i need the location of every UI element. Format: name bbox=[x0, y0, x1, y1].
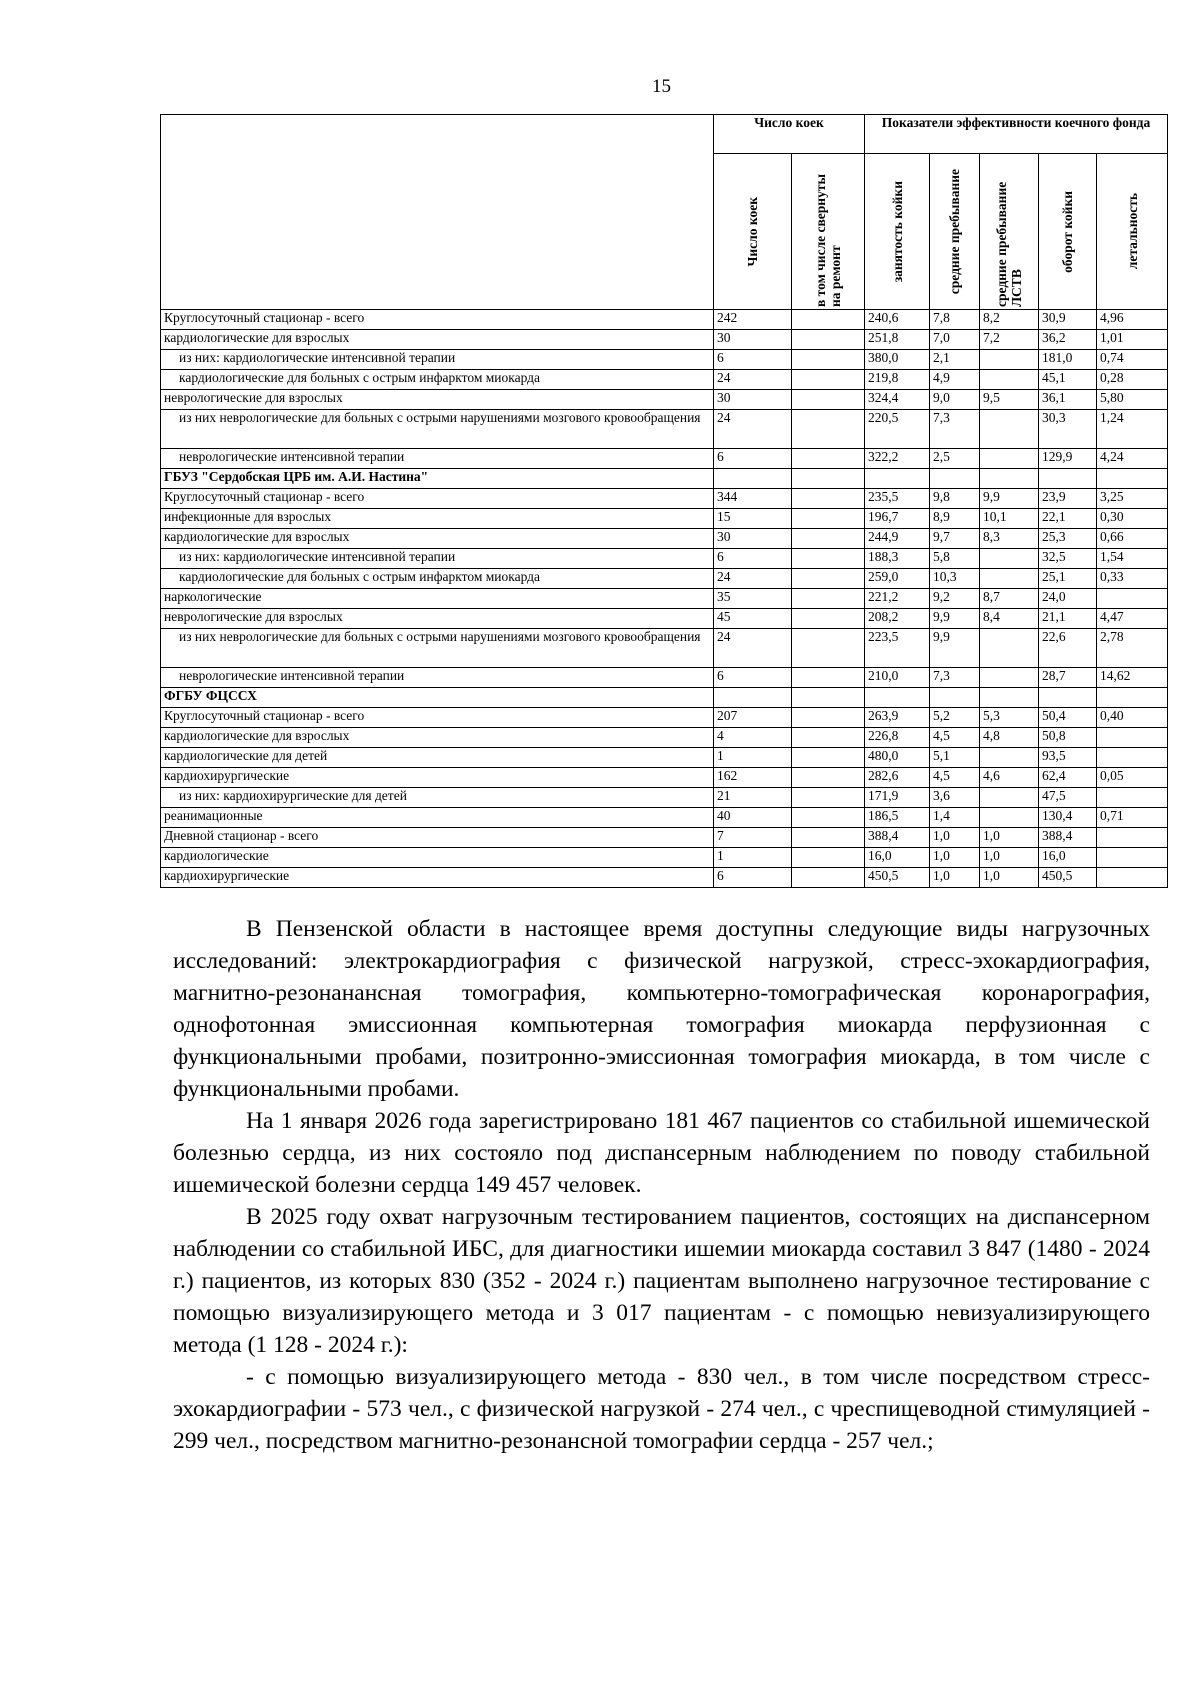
table-cell bbox=[980, 410, 1039, 449]
table-cell: 30,3 bbox=[1039, 410, 1097, 449]
table-cell bbox=[792, 629, 865, 668]
table-row bbox=[161, 788, 1168, 808]
row-label: кардиологические для взрослых bbox=[161, 728, 714, 748]
table-cell: 322,2 bbox=[865, 449, 930, 469]
table-cell: 240,6 bbox=[865, 310, 930, 330]
table-cell bbox=[1097, 469, 1168, 489]
table-cell: 2,78 bbox=[1097, 629, 1168, 668]
bed-capacity-table bbox=[160, 114, 1168, 888]
header-group-efficiency: Показатели эффективности коечного фонда bbox=[865, 115, 1168, 154]
table-row bbox=[161, 688, 1168, 708]
column-header: в том числе свернуты на ремонт bbox=[792, 154, 865, 310]
table-cell: 1,24 bbox=[1097, 410, 1168, 449]
table-cell bbox=[792, 509, 865, 529]
table-cell bbox=[1097, 688, 1168, 708]
table-cell: 21 bbox=[714, 788, 792, 808]
table-cell: 480,0 bbox=[865, 748, 930, 768]
table-cell: 380,0 bbox=[865, 350, 930, 370]
table-cell bbox=[792, 808, 865, 828]
row-label: Круглосуточный стационар - всего bbox=[161, 708, 714, 728]
table-cell: 6 bbox=[714, 868, 792, 888]
table-cell: 4 bbox=[714, 728, 792, 748]
table-cell: 130,4 bbox=[1039, 808, 1097, 828]
table-row bbox=[161, 549, 1168, 569]
table-cell: 344 bbox=[714, 489, 792, 509]
paragraph: На 1 января 2026 года зарегистрировано 181 467 пациентов со стабильной ишемической болезнью сердца, из них состояло под диспансерным наблюдением по поводу стабильной ишемической болезни сердца 149 457 человек. bbox=[173, 1108, 1150, 1198]
table-cell: 28,7 bbox=[1039, 668, 1097, 688]
table-cell: 6 bbox=[714, 350, 792, 370]
table-cell: 263,9 bbox=[865, 708, 930, 728]
table-cell bbox=[792, 310, 865, 330]
table-cell: 207 bbox=[714, 708, 792, 728]
table-cell: 4,96 bbox=[1097, 310, 1168, 330]
table-cell bbox=[1039, 688, 1097, 708]
table-row bbox=[161, 629, 1168, 668]
table-row bbox=[161, 609, 1168, 629]
table-row bbox=[161, 728, 1168, 748]
table-cell bbox=[792, 688, 865, 708]
table-cell: 22,6 bbox=[1039, 629, 1097, 668]
table-cell: 9,2 bbox=[930, 589, 980, 609]
table-cell: 14,62 bbox=[1097, 668, 1168, 688]
table-cell: 7,8 bbox=[930, 310, 980, 330]
table-cell: 251,8 bbox=[865, 330, 930, 350]
table-row bbox=[161, 390, 1168, 410]
table-cell bbox=[792, 449, 865, 469]
table-cell bbox=[1097, 748, 1168, 768]
table-cell bbox=[792, 370, 865, 390]
table-cell: 388,4 bbox=[1039, 828, 1097, 848]
table-cell: 47,5 bbox=[1039, 788, 1097, 808]
row-label: кардиологические bbox=[161, 848, 714, 868]
table-row bbox=[161, 469, 1168, 489]
table-cell: 9,7 bbox=[930, 529, 980, 549]
table-cell: 223,5 bbox=[865, 629, 930, 668]
page-number: 15 bbox=[652, 76, 671, 97]
table-cell: 181,0 bbox=[1039, 350, 1097, 370]
row-label: Круглосуточный стационар - всего bbox=[161, 489, 714, 509]
row-label: Круглосуточный стационар - всего bbox=[161, 310, 714, 330]
table-cell: 388,4 bbox=[865, 828, 930, 848]
table-row bbox=[161, 828, 1168, 848]
table-row bbox=[161, 370, 1168, 390]
table-cell: 50,4 bbox=[1039, 708, 1097, 728]
table-cell: 30,9 bbox=[1039, 310, 1097, 330]
table-cell: 226,8 bbox=[865, 728, 930, 748]
row-label: кардиохирургические bbox=[161, 768, 714, 788]
table-cell: 1,54 bbox=[1097, 549, 1168, 569]
header-group-beds: Число коек bbox=[714, 115, 865, 154]
table-cell bbox=[1097, 589, 1168, 609]
table-cell: 259,0 bbox=[865, 569, 930, 589]
table-cell bbox=[980, 569, 1039, 589]
table-cell: 32,5 bbox=[1039, 549, 1097, 569]
table-cell: 6 bbox=[714, 449, 792, 469]
table-cell: 8,3 bbox=[980, 529, 1039, 549]
table-cell: 7 bbox=[714, 828, 792, 848]
table-cell: 1,4 bbox=[930, 808, 980, 828]
table-cell bbox=[792, 828, 865, 848]
table-cell bbox=[865, 688, 930, 708]
table-row bbox=[161, 868, 1168, 888]
table-cell: 6 bbox=[714, 668, 792, 688]
table-cell: 1,0 bbox=[930, 868, 980, 888]
table-cell: 25,1 bbox=[1039, 569, 1097, 589]
table-cell bbox=[792, 569, 865, 589]
table-cell bbox=[980, 449, 1039, 469]
table-cell bbox=[792, 668, 865, 688]
table-cell bbox=[1097, 828, 1168, 848]
table-cell bbox=[792, 549, 865, 569]
column-header: средние пребывание bbox=[930, 154, 980, 310]
row-label: кардиологические для больных с острым инфарктом миокарда bbox=[161, 569, 714, 589]
row-label: реанимационные bbox=[161, 808, 714, 828]
column-header: Число коек bbox=[714, 154, 792, 310]
table-cell: 210,0 bbox=[865, 668, 930, 688]
table-cell: 4,8 bbox=[980, 728, 1039, 748]
table-cell: 0,71 bbox=[1097, 808, 1168, 828]
table-cell: 4,24 bbox=[1097, 449, 1168, 469]
table-row bbox=[161, 589, 1168, 609]
table-cell: 5,80 bbox=[1097, 390, 1168, 410]
table-cell: 23,9 bbox=[1039, 489, 1097, 509]
table-row bbox=[161, 330, 1168, 350]
table-cell: 24,0 bbox=[1039, 589, 1097, 609]
table-cell: 24 bbox=[714, 410, 792, 449]
table-cell bbox=[980, 808, 1039, 828]
row-label: неврологические интенсивной терапии bbox=[161, 449, 714, 469]
table-cell: 30 bbox=[714, 390, 792, 410]
table-cell: 1,0 bbox=[930, 848, 980, 868]
table-cell: 1,0 bbox=[930, 828, 980, 848]
table-cell: 450,5 bbox=[1039, 868, 1097, 888]
table-row bbox=[161, 748, 1168, 768]
table-cell bbox=[714, 688, 792, 708]
table-row bbox=[161, 708, 1168, 728]
table-row bbox=[161, 529, 1168, 549]
row-label: кардиохирургические bbox=[161, 868, 714, 888]
table-cell bbox=[792, 848, 865, 868]
table-cell bbox=[792, 768, 865, 788]
row-label: неврологические для взрослых bbox=[161, 390, 714, 410]
table-cell bbox=[792, 489, 865, 509]
table-row bbox=[161, 310, 1168, 330]
table-cell: 0,28 bbox=[1097, 370, 1168, 390]
row-label: из них: кардиохирургические для детей bbox=[161, 788, 714, 808]
table-cell bbox=[792, 350, 865, 370]
table-cell: 9,9 bbox=[930, 609, 980, 629]
table-cell: 36,2 bbox=[1039, 330, 1097, 350]
row-label: ФГБУ ФЦССХ bbox=[161, 688, 714, 708]
table-cell bbox=[980, 469, 1039, 489]
table-header-blank bbox=[161, 115, 714, 310]
table-cell: 10,1 bbox=[980, 509, 1039, 529]
table-cell bbox=[792, 609, 865, 629]
table-cell bbox=[980, 629, 1039, 668]
row-label: кардиологические для взрослых bbox=[161, 330, 714, 350]
table-cell bbox=[792, 728, 865, 748]
table-cell bbox=[1039, 469, 1097, 489]
table-cell: 324,4 bbox=[865, 390, 930, 410]
table-cell: 2,1 bbox=[930, 350, 980, 370]
table-cell bbox=[980, 688, 1039, 708]
table-cell: 36,1 bbox=[1039, 390, 1097, 410]
table-cell bbox=[792, 748, 865, 768]
table-cell bbox=[792, 330, 865, 350]
table-cell: 93,5 bbox=[1039, 748, 1097, 768]
table-cell: 0,30 bbox=[1097, 509, 1168, 529]
table-cell bbox=[714, 469, 792, 489]
table-cell: 219,8 bbox=[865, 370, 930, 390]
table-cell: 4,47 bbox=[1097, 609, 1168, 629]
table-cell: 7,3 bbox=[930, 410, 980, 449]
table-cell bbox=[792, 788, 865, 808]
table-cell: 221,2 bbox=[865, 589, 930, 609]
row-label: кардиологические для детей bbox=[161, 748, 714, 768]
table-cell: 0,74 bbox=[1097, 350, 1168, 370]
table-row bbox=[161, 668, 1168, 688]
row-label: Дневной стационар - всего bbox=[161, 828, 714, 848]
table-cell bbox=[865, 469, 930, 489]
table-cell: 196,7 bbox=[865, 509, 930, 529]
table-cell: 0,40 bbox=[1097, 708, 1168, 728]
table-cell: 244,9 bbox=[865, 529, 930, 549]
table-cell: 9,8 bbox=[930, 489, 980, 509]
table-cell: 5,3 bbox=[980, 708, 1039, 728]
row-label: из них: кардиологические интенсивной терапии bbox=[161, 350, 714, 370]
table-cell: 16,0 bbox=[865, 848, 930, 868]
table-cell: 7,3 bbox=[930, 668, 980, 688]
table-cell bbox=[980, 549, 1039, 569]
table-cell: 1 bbox=[714, 748, 792, 768]
table-cell: 162 bbox=[714, 768, 792, 788]
table-cell: 21,1 bbox=[1039, 609, 1097, 629]
table-cell: 8,9 bbox=[930, 509, 980, 529]
table-cell: 450,5 bbox=[865, 868, 930, 888]
paragraph: В 2025 году охват нагрузочным тестированием пациентов, состоящих на диспансерном наблюдении со стабильной ИБС, для диагностики ишемии миокарда составил 3 847 (1480 - 2024 г.) пациентов, из которых 830 (352 - 2024 г.) пациентам выполнено нагрузочное тестирование с помощью визуализирующего метода и 3 017 пациентам - с помощью невизуализирующего метода (1 128 - 2024 г.): bbox=[173, 1204, 1150, 1358]
table-cell: 6 bbox=[714, 549, 792, 569]
row-label: инфекционные для взрослых bbox=[161, 509, 714, 529]
table-cell: 1,01 bbox=[1097, 330, 1168, 350]
table-cell: 0,05 bbox=[1097, 768, 1168, 788]
table-cell: 9,9 bbox=[980, 489, 1039, 509]
row-label: кардиологические для больных с острым инфарктом миокарда bbox=[161, 370, 714, 390]
table-row bbox=[161, 768, 1168, 788]
table-cell: 9,0 bbox=[930, 390, 980, 410]
table-cell: 8,7 bbox=[980, 589, 1039, 609]
table-cell: 235,5 bbox=[865, 489, 930, 509]
table-cell: 242 bbox=[714, 310, 792, 330]
table-cell: 15 bbox=[714, 509, 792, 529]
table-cell bbox=[792, 868, 865, 888]
table-cell: 3,25 bbox=[1097, 489, 1168, 509]
table-cell: 22,1 bbox=[1039, 509, 1097, 529]
row-label: из них неврологические для больных с острыми нарушениями мозгового кровообращения bbox=[161, 629, 714, 668]
table-cell: 5,1 bbox=[930, 748, 980, 768]
row-label: кардиологические для взрослых bbox=[161, 529, 714, 549]
table-row bbox=[161, 410, 1168, 449]
table-body bbox=[161, 310, 1168, 888]
table-cell: 3,6 bbox=[930, 788, 980, 808]
table-cell: 171,9 bbox=[865, 788, 930, 808]
table-cell: 1,0 bbox=[980, 828, 1039, 848]
row-label: ГБУЗ "Сердобская ЦРБ им. А.И. Настина" bbox=[161, 469, 714, 489]
table-cell: 25,3 bbox=[1039, 529, 1097, 549]
column-header: занятость койки bbox=[865, 154, 930, 310]
table-cell: 4,5 bbox=[930, 728, 980, 748]
table-cell: 45 bbox=[714, 609, 792, 629]
table-cell: 24 bbox=[714, 569, 792, 589]
table-cell bbox=[792, 410, 865, 449]
table-cell: 4,6 bbox=[980, 768, 1039, 788]
table-cell bbox=[980, 350, 1039, 370]
table-cell: 188,3 bbox=[865, 549, 930, 569]
table-cell bbox=[980, 370, 1039, 390]
table-cell: 7,2 bbox=[980, 330, 1039, 350]
table-cell bbox=[792, 708, 865, 728]
row-label: из них: кардиологические интенсивной терапии bbox=[161, 549, 714, 569]
table-cell bbox=[930, 688, 980, 708]
table-cell bbox=[792, 589, 865, 609]
table-cell: 30 bbox=[714, 529, 792, 549]
table-cell: 1,0 bbox=[980, 868, 1039, 888]
table-cell: 2,5 bbox=[930, 449, 980, 469]
table-row bbox=[161, 489, 1168, 509]
table-cell: 129,9 bbox=[1039, 449, 1097, 469]
table-cell: 186,5 bbox=[865, 808, 930, 828]
table-cell bbox=[1097, 848, 1168, 868]
row-label: неврологические интенсивной терапии bbox=[161, 668, 714, 688]
table-cell bbox=[980, 748, 1039, 768]
table-cell: 1,0 bbox=[980, 848, 1039, 868]
table-cell: 40 bbox=[714, 808, 792, 828]
table-cell bbox=[980, 788, 1039, 808]
table-cell bbox=[1097, 728, 1168, 748]
body-text bbox=[173, 913, 1150, 1457]
column-header: летальность bbox=[1097, 154, 1168, 310]
table-cell bbox=[792, 529, 865, 549]
table-row bbox=[161, 848, 1168, 868]
table-cell: 24 bbox=[714, 629, 792, 668]
row-label: наркологические bbox=[161, 589, 714, 609]
table-cell: 16,0 bbox=[1039, 848, 1097, 868]
row-label: неврологические для взрослых bbox=[161, 609, 714, 629]
table-cell: 0,33 bbox=[1097, 569, 1168, 589]
table-row bbox=[161, 509, 1168, 529]
table-cell: 50,8 bbox=[1039, 728, 1097, 748]
column-header: оборот койки bbox=[1039, 154, 1097, 310]
table-cell bbox=[792, 390, 865, 410]
table-cell: 9,9 bbox=[930, 629, 980, 668]
paragraph: - с помощью визуализирующего метода - 830 чел., в том числе посредством стресс-эхокардиографии - 573 чел., с физической нагрузкой - 274 чел., с чреспищеводной стимуляцией - 299 чел., посредством магнитно-резонансной томографии сердца - 257 чел.; bbox=[173, 1364, 1150, 1454]
table-cell: 9,5 bbox=[980, 390, 1039, 410]
table-cell: 1 bbox=[714, 848, 792, 868]
table-row bbox=[161, 449, 1168, 469]
paragraph: В Пензенской области в настоящее время доступны следующие виды нагрузочных исследований: электрокардиография с физической нагрузкой, стресс-эхокардиография, магнитно-резонанансная томография, компьютерно-томографическая коронарография, однофотонная эмиссионная компьютерная томография миокарда перфузионная с функциональными пробами, позитронно-эмиссионная томография миокарда, в том числе с функциональными пробами. bbox=[173, 916, 1150, 1102]
table-cell: 4,5 bbox=[930, 768, 980, 788]
table-cell: 5,8 bbox=[930, 549, 980, 569]
table-cell: 7,0 bbox=[930, 330, 980, 350]
table-cell: 8,2 bbox=[980, 310, 1039, 330]
table-row bbox=[161, 350, 1168, 370]
table-cell: 4,9 bbox=[930, 370, 980, 390]
table-cell: 8,4 bbox=[980, 609, 1039, 629]
table-cell bbox=[930, 469, 980, 489]
table-row bbox=[161, 808, 1168, 828]
table-cell: 24 bbox=[714, 370, 792, 390]
table-cell bbox=[1097, 788, 1168, 808]
table-row bbox=[161, 569, 1168, 589]
table-cell: 45,1 bbox=[1039, 370, 1097, 390]
table-cell: 30 bbox=[714, 330, 792, 350]
table-cell: 35 bbox=[714, 589, 792, 609]
column-header: средние пребывание ЛСТВ bbox=[980, 154, 1039, 310]
table-cell: 208,2 bbox=[865, 609, 930, 629]
table-cell: 282,6 bbox=[865, 768, 930, 788]
row-label: из них неврологические для больных с острыми нарушениями мозгового кровообращения bbox=[161, 410, 714, 449]
table-cell: 10,3 bbox=[930, 569, 980, 589]
table-cell: 220,5 bbox=[865, 410, 930, 449]
table-cell: 0,66 bbox=[1097, 529, 1168, 549]
table-cell: 5,2 bbox=[930, 708, 980, 728]
table-cell bbox=[1097, 868, 1168, 888]
table-cell bbox=[792, 469, 865, 489]
table-cell: 62,4 bbox=[1039, 768, 1097, 788]
table-cell bbox=[980, 668, 1039, 688]
